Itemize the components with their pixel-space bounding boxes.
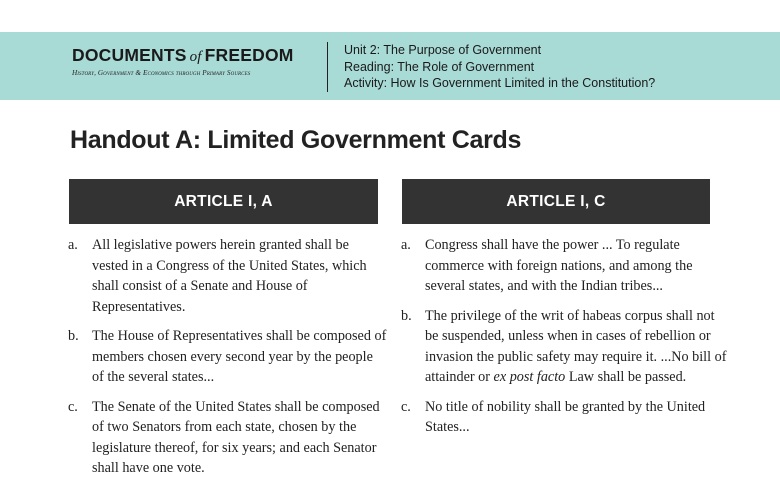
card-heading-article-i-c: ARTICLE I, C	[402, 179, 710, 224]
item-text: No title of nobility shall be granted by the United States...	[425, 398, 706, 435]
unit-label: Unit 2: The Purpose of Government	[344, 43, 542, 57]
italic-phrase: ex post facto	[493, 369, 566, 385]
list-item	[68, 326, 388, 388]
reading-label: Reading: The Role of Government	[344, 59, 535, 74]
lesson-info	[344, 42, 655, 92]
list-item	[68, 235, 388, 317]
item-letter: b.	[68, 328, 79, 344]
brand-tagline: History, Government & Economics through Primary Sources	[72, 69, 251, 77]
list-item	[401, 306, 731, 388]
item-letter: a.	[68, 237, 78, 253]
item-text: The House of Representatives shall be composed of members chosen every second year by the people of the several states...	[92, 328, 387, 385]
list-item	[401, 235, 731, 297]
item-text: The privilege of the writ of habeas corpus shall not be suspended, unless when in cases of rebellion or invasion the public safety may require it. ...No bill of attainder or ex post facto Law shall be passed.	[425, 307, 727, 385]
card-article-i-a-list	[68, 235, 388, 488]
activity-label: Activity: How Is Government Limited in the Constitution?	[344, 76, 656, 90]
brand-name: DOCUMENTS of FREEDOM	[72, 45, 294, 65]
card-heading-article-i-a: ARTICLE I, A	[69, 179, 378, 224]
item-text: The Senate of the United States shall be composed of two Senators from each state, chosen by the legislature thereof, for six years; and each Senator shall have one vote.	[92, 398, 380, 476]
card-article-i-c-list	[401, 235, 731, 447]
item-text: Congress shall have the power ... To regulate commerce with foreign nations, and among the several states, and with the Indian tribes...	[425, 237, 693, 294]
list-item	[68, 397, 388, 479]
page-title: Handout A: Limited Government Cards	[70, 126, 522, 154]
list-item	[401, 397, 731, 438]
header-banner	[0, 32, 780, 100]
brand-logo	[72, 45, 312, 77]
item-letter: a.	[401, 237, 411, 253]
item-letter: b.	[401, 307, 412, 324]
item-letter: c.	[68, 398, 78, 415]
item-text: All legislative powers herein granted shall be vested in a Congress of the United States, which shall consist of a Senate and House of Representatives.	[92, 237, 367, 315]
header-divider	[327, 42, 328, 92]
item-letter: c.	[401, 398, 411, 415]
